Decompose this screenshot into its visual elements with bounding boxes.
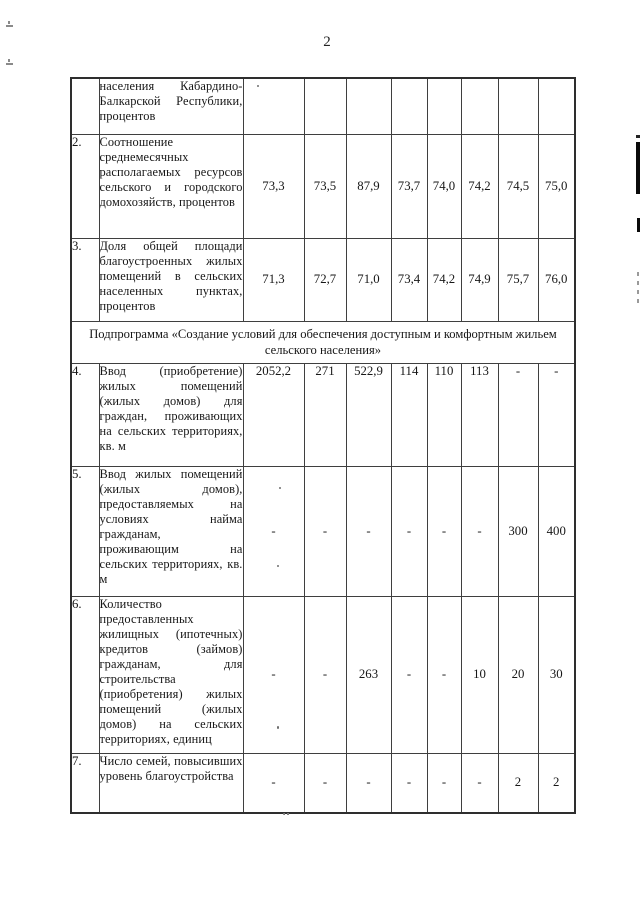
value-cell: 30 bbox=[538, 596, 575, 753]
value-cell: - bbox=[304, 466, 346, 596]
value-cell: 73,4 bbox=[391, 238, 427, 321]
value-cell: 113 bbox=[461, 363, 498, 466]
value-cell: 74,0 bbox=[427, 134, 461, 238]
value-cell: - bbox=[391, 466, 427, 596]
value-cell: 110 bbox=[427, 363, 461, 466]
value-cell: - bbox=[346, 466, 391, 596]
indicator-name-cell: населения Кабардино-Балкарской Республики, процентов bbox=[99, 78, 243, 134]
table-row bbox=[71, 134, 575, 238]
value-cell: 400 bbox=[538, 466, 575, 596]
row-number-cell: 5. bbox=[71, 466, 99, 596]
value-cell: 75,0 bbox=[538, 134, 575, 238]
scan-speck bbox=[283, 813, 290, 815]
value-cell: 74,2 bbox=[461, 134, 498, 238]
value-cell: - bbox=[461, 753, 498, 813]
table-row bbox=[71, 466, 575, 596]
value-cell: - bbox=[243, 466, 304, 596]
table-row bbox=[71, 753, 575, 813]
row-number-cell: 6. bbox=[71, 596, 99, 753]
indicators-table bbox=[70, 77, 576, 814]
value-cell: 2 bbox=[498, 753, 538, 813]
value-cell: 71,0 bbox=[346, 238, 391, 321]
indicator-name-cell: Ввод (приобретение) жилых помещений (жилых домов) для граждан, проживающих на сельских территориях, кв. м bbox=[99, 363, 243, 466]
value-cell: 263 bbox=[346, 596, 391, 753]
value-cell: 73,5 bbox=[304, 134, 346, 238]
value-cell: 72,7 bbox=[304, 238, 346, 321]
scan-edge-mark bbox=[636, 142, 640, 194]
value-cell bbox=[427, 78, 461, 134]
scan-speck bbox=[279, 487, 281, 489]
value-cell: 20 bbox=[498, 596, 538, 753]
indicators-table-body bbox=[71, 78, 575, 813]
value-cell bbox=[304, 78, 346, 134]
value-cell: - bbox=[538, 363, 575, 466]
subprogram-title: Подпрограмма «Создание условий для обеспечения доступным и комфортным жильем сельского населения» bbox=[71, 321, 575, 363]
value-cell: - bbox=[391, 753, 427, 813]
value-cell: 2052,2 bbox=[243, 363, 304, 466]
value-cell: 71,3 bbox=[243, 238, 304, 321]
scan-smudge bbox=[6, 25, 13, 27]
value-cell: 76,0 bbox=[538, 238, 575, 321]
value-cell: - bbox=[461, 466, 498, 596]
value-cell: 87,9 bbox=[346, 134, 391, 238]
value-cell: 74,2 bbox=[427, 238, 461, 321]
indicator-name-cell: Число семей, повысивших уровень благоустройства bbox=[99, 753, 243, 813]
value-cell: 2 bbox=[538, 753, 575, 813]
value-cell: 10 bbox=[461, 596, 498, 753]
scan-edge-mark bbox=[636, 135, 640, 138]
value-cell: 271 bbox=[304, 363, 346, 466]
value-cell: - bbox=[346, 753, 391, 813]
value-cell: - bbox=[304, 753, 346, 813]
value-cell: 300 bbox=[498, 466, 538, 596]
table-row bbox=[71, 238, 575, 321]
row-number-cell: 7. bbox=[71, 753, 99, 813]
row-number-cell bbox=[71, 78, 99, 134]
value-cell: - bbox=[304, 596, 346, 753]
value-cell bbox=[391, 78, 427, 134]
value-cell: 522,9 bbox=[346, 363, 391, 466]
value-cell bbox=[498, 78, 538, 134]
table-row bbox=[71, 78, 575, 134]
indicator-name-cell: Количество предоставленных жилищных (ипотечных) кредитов (займов) гражданам, для строительства (приобретения) жилых помещений (жилых домов) на сельских территориях, единиц bbox=[99, 596, 243, 753]
value-cell: - bbox=[498, 363, 538, 466]
value-cell: - bbox=[391, 596, 427, 753]
indicator-name-cell: Ввод жилых помещений (жилых домов), предоставляемых на условиях найма гражданам, проживающим на сельских территориях, кв. м bbox=[99, 466, 243, 596]
value-cell bbox=[538, 78, 575, 134]
scan-speck bbox=[257, 85, 259, 87]
value-cell bbox=[346, 78, 391, 134]
table-row bbox=[71, 363, 575, 466]
row-number-cell: 2. bbox=[71, 134, 99, 238]
value-cell: 73,3 bbox=[243, 134, 304, 238]
value-cell bbox=[461, 78, 498, 134]
value-cell: 75,7 bbox=[498, 238, 538, 321]
indicator-name-cell: Доля общей площади благоустроенных жилых помещений в сельских населенных пунктах, процентов bbox=[99, 238, 243, 321]
value-cell: 74,9 bbox=[461, 238, 498, 321]
scan-speck bbox=[277, 565, 279, 567]
page-number: 2 bbox=[323, 34, 331, 50]
value-cell: - bbox=[243, 596, 304, 753]
value-cell: 73,7 bbox=[391, 134, 427, 238]
value-cell: 114 bbox=[391, 363, 427, 466]
value-cell: - bbox=[427, 753, 461, 813]
value-cell: 74,5 bbox=[498, 134, 538, 238]
row-number-cell: 4. bbox=[71, 363, 99, 466]
table-row bbox=[71, 596, 575, 753]
subprogram-section-row bbox=[71, 321, 575, 363]
value-cell bbox=[243, 78, 304, 134]
scan-smudge bbox=[6, 63, 13, 65]
value-cell: - bbox=[427, 596, 461, 753]
scan-edge-dashes bbox=[637, 272, 639, 306]
row-number-cell: 3. bbox=[71, 238, 99, 321]
scan-speck bbox=[277, 726, 279, 729]
value-cell: - bbox=[243, 753, 304, 813]
value-cell: - bbox=[427, 466, 461, 596]
indicator-name-cell: Соотношение среднемесячных располагаемых ресурсов сельского и городского домохозяйств, процентов bbox=[99, 134, 243, 238]
